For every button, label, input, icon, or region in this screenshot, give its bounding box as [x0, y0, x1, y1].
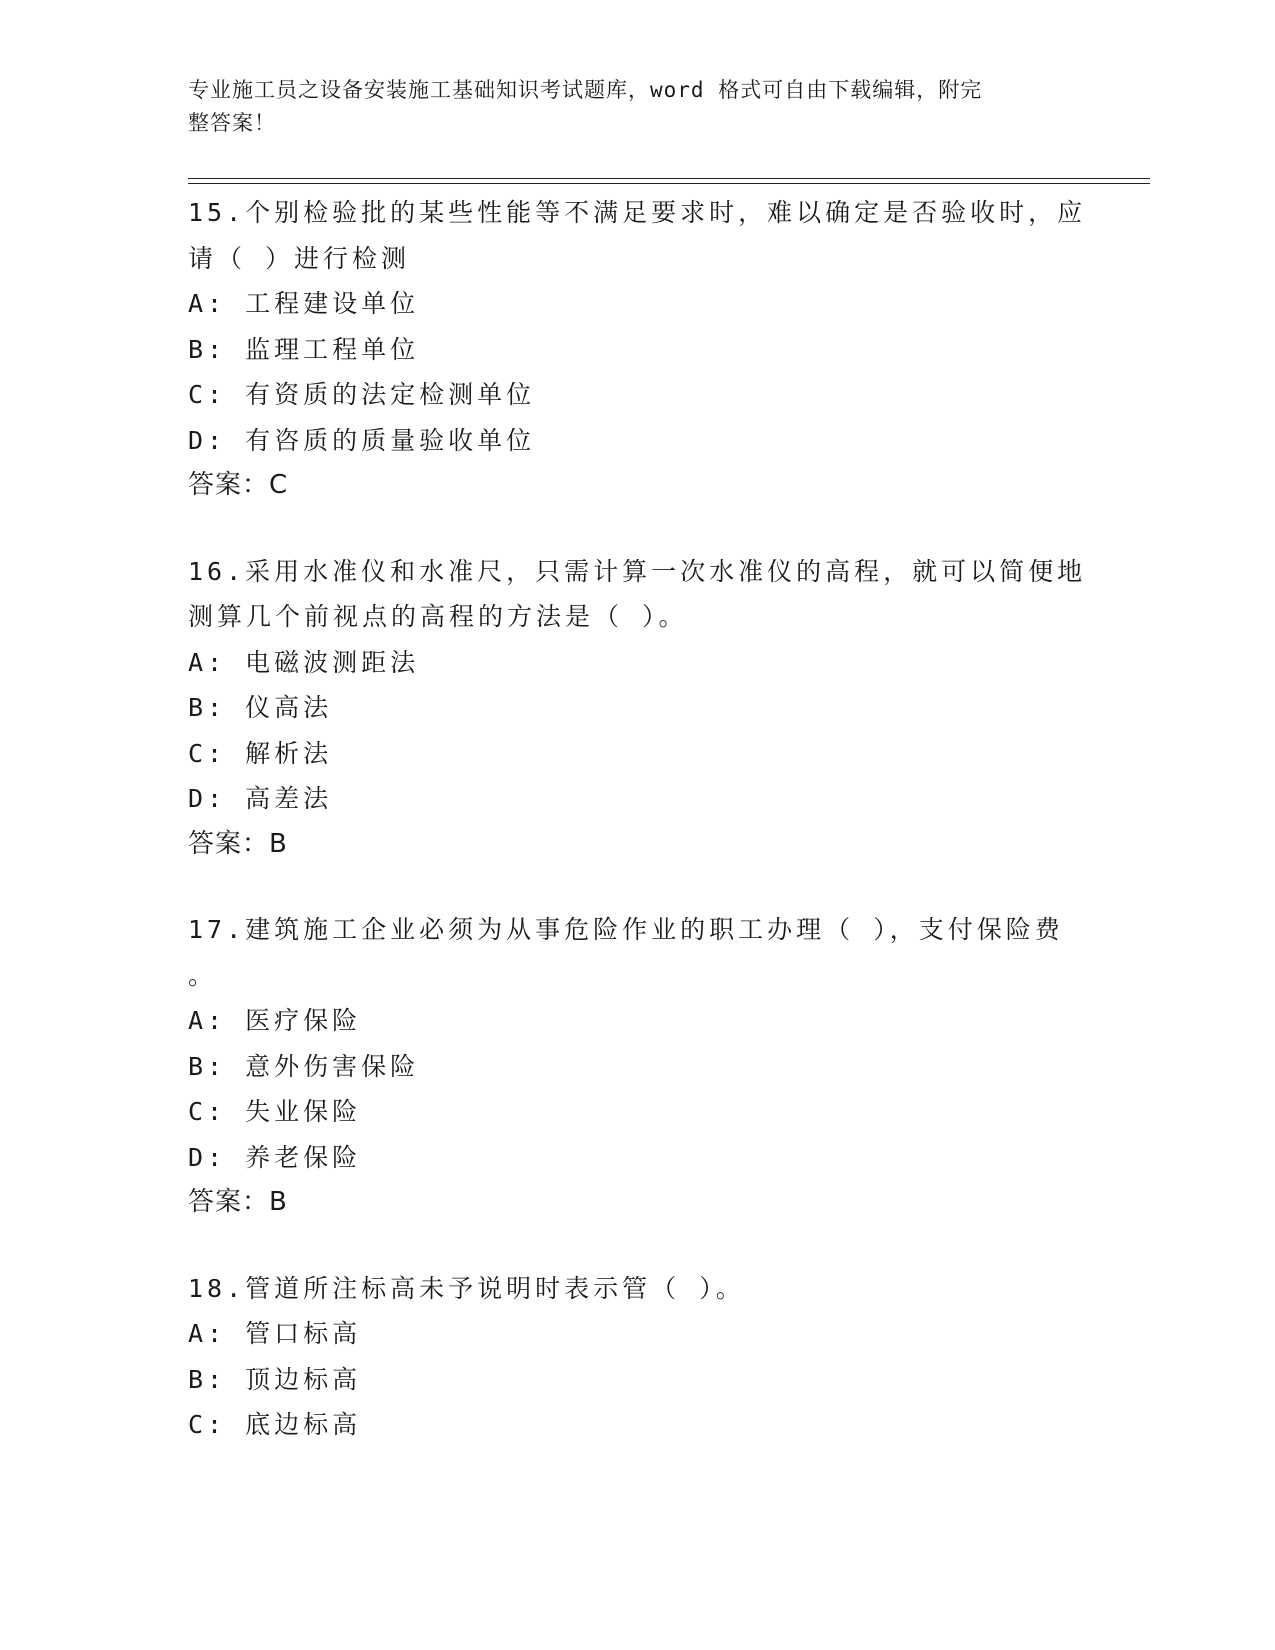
option-b: B: 仪高法: [188, 693, 333, 722]
option-c: C: 解析法: [188, 738, 333, 768]
option-c: C: 底边标高: [188, 1410, 362, 1439]
option-d: D: 养老保险: [188, 1142, 362, 1172]
question-stem-line: 16.采用水准仪和水准尺，只需计算一次水准仪的高程，就可以简便地: [188, 556, 1087, 586]
question-18: [188, 1266, 1078, 1448]
question-17: [188, 907, 1078, 1226]
option-d: D: 高差法: [188, 784, 333, 813]
header-divider-top: [188, 178, 1150, 179]
header-divider-bottom: [188, 183, 1150, 184]
document-page: [188, 0, 1148, 1650]
option-b: B: 监理工程单位: [188, 334, 420, 364]
header-line-2: 整答案！: [188, 111, 276, 135]
question-stem-line: 请（ ）进行检测: [188, 243, 411, 273]
answer-label: 答案：B: [188, 1187, 288, 1217]
question-stem-line: 17.建筑施工企业必须为从事危险作业的职工办理（ ），支付保险费: [188, 915, 1064, 944]
question-16: [188, 549, 1087, 868]
document-header: [188, 74, 1068, 140]
question-stem-line: 15.个别检验批的某些性能等不满足要求时，难以确定是否验收时，应: [188, 198, 1087, 227]
option-a: A: 电磁波测距法: [188, 647, 420, 677]
option-d: D: 有咨质的质量验收单位: [188, 425, 536, 455]
question-stem-line: 18.管道所注标高未予说明时表示管（ ）。: [188, 1273, 745, 1303]
option-a: A: 管口标高: [188, 1319, 362, 1348]
option-a: A: 医疗保险: [188, 1006, 362, 1035]
option-b: B: 意外伤害保险: [188, 1051, 420, 1081]
option-b: B: 顶边标高: [188, 1364, 362, 1394]
option-c: C: 有资质的法定检测单位: [188, 380, 536, 409]
answer-label: 答案：B: [188, 828, 288, 859]
answer-label: 答案：C: [188, 470, 289, 500]
option-c: C: 失业保险: [188, 1097, 362, 1126]
option-a: A: 工程建设单位: [188, 289, 420, 318]
question-stem-line: 。: [188, 960, 218, 990]
question-stem-line: 测算几个前视点的高程的方法是（ ）。: [188, 602, 688, 631]
question-list: [188, 190, 1087, 1488]
question-15: [188, 190, 1087, 509]
header-line-1: 专业施工员之设备安装施工基础知识考试题库，word 格式可自由下载编辑，附完: [188, 78, 983, 102]
